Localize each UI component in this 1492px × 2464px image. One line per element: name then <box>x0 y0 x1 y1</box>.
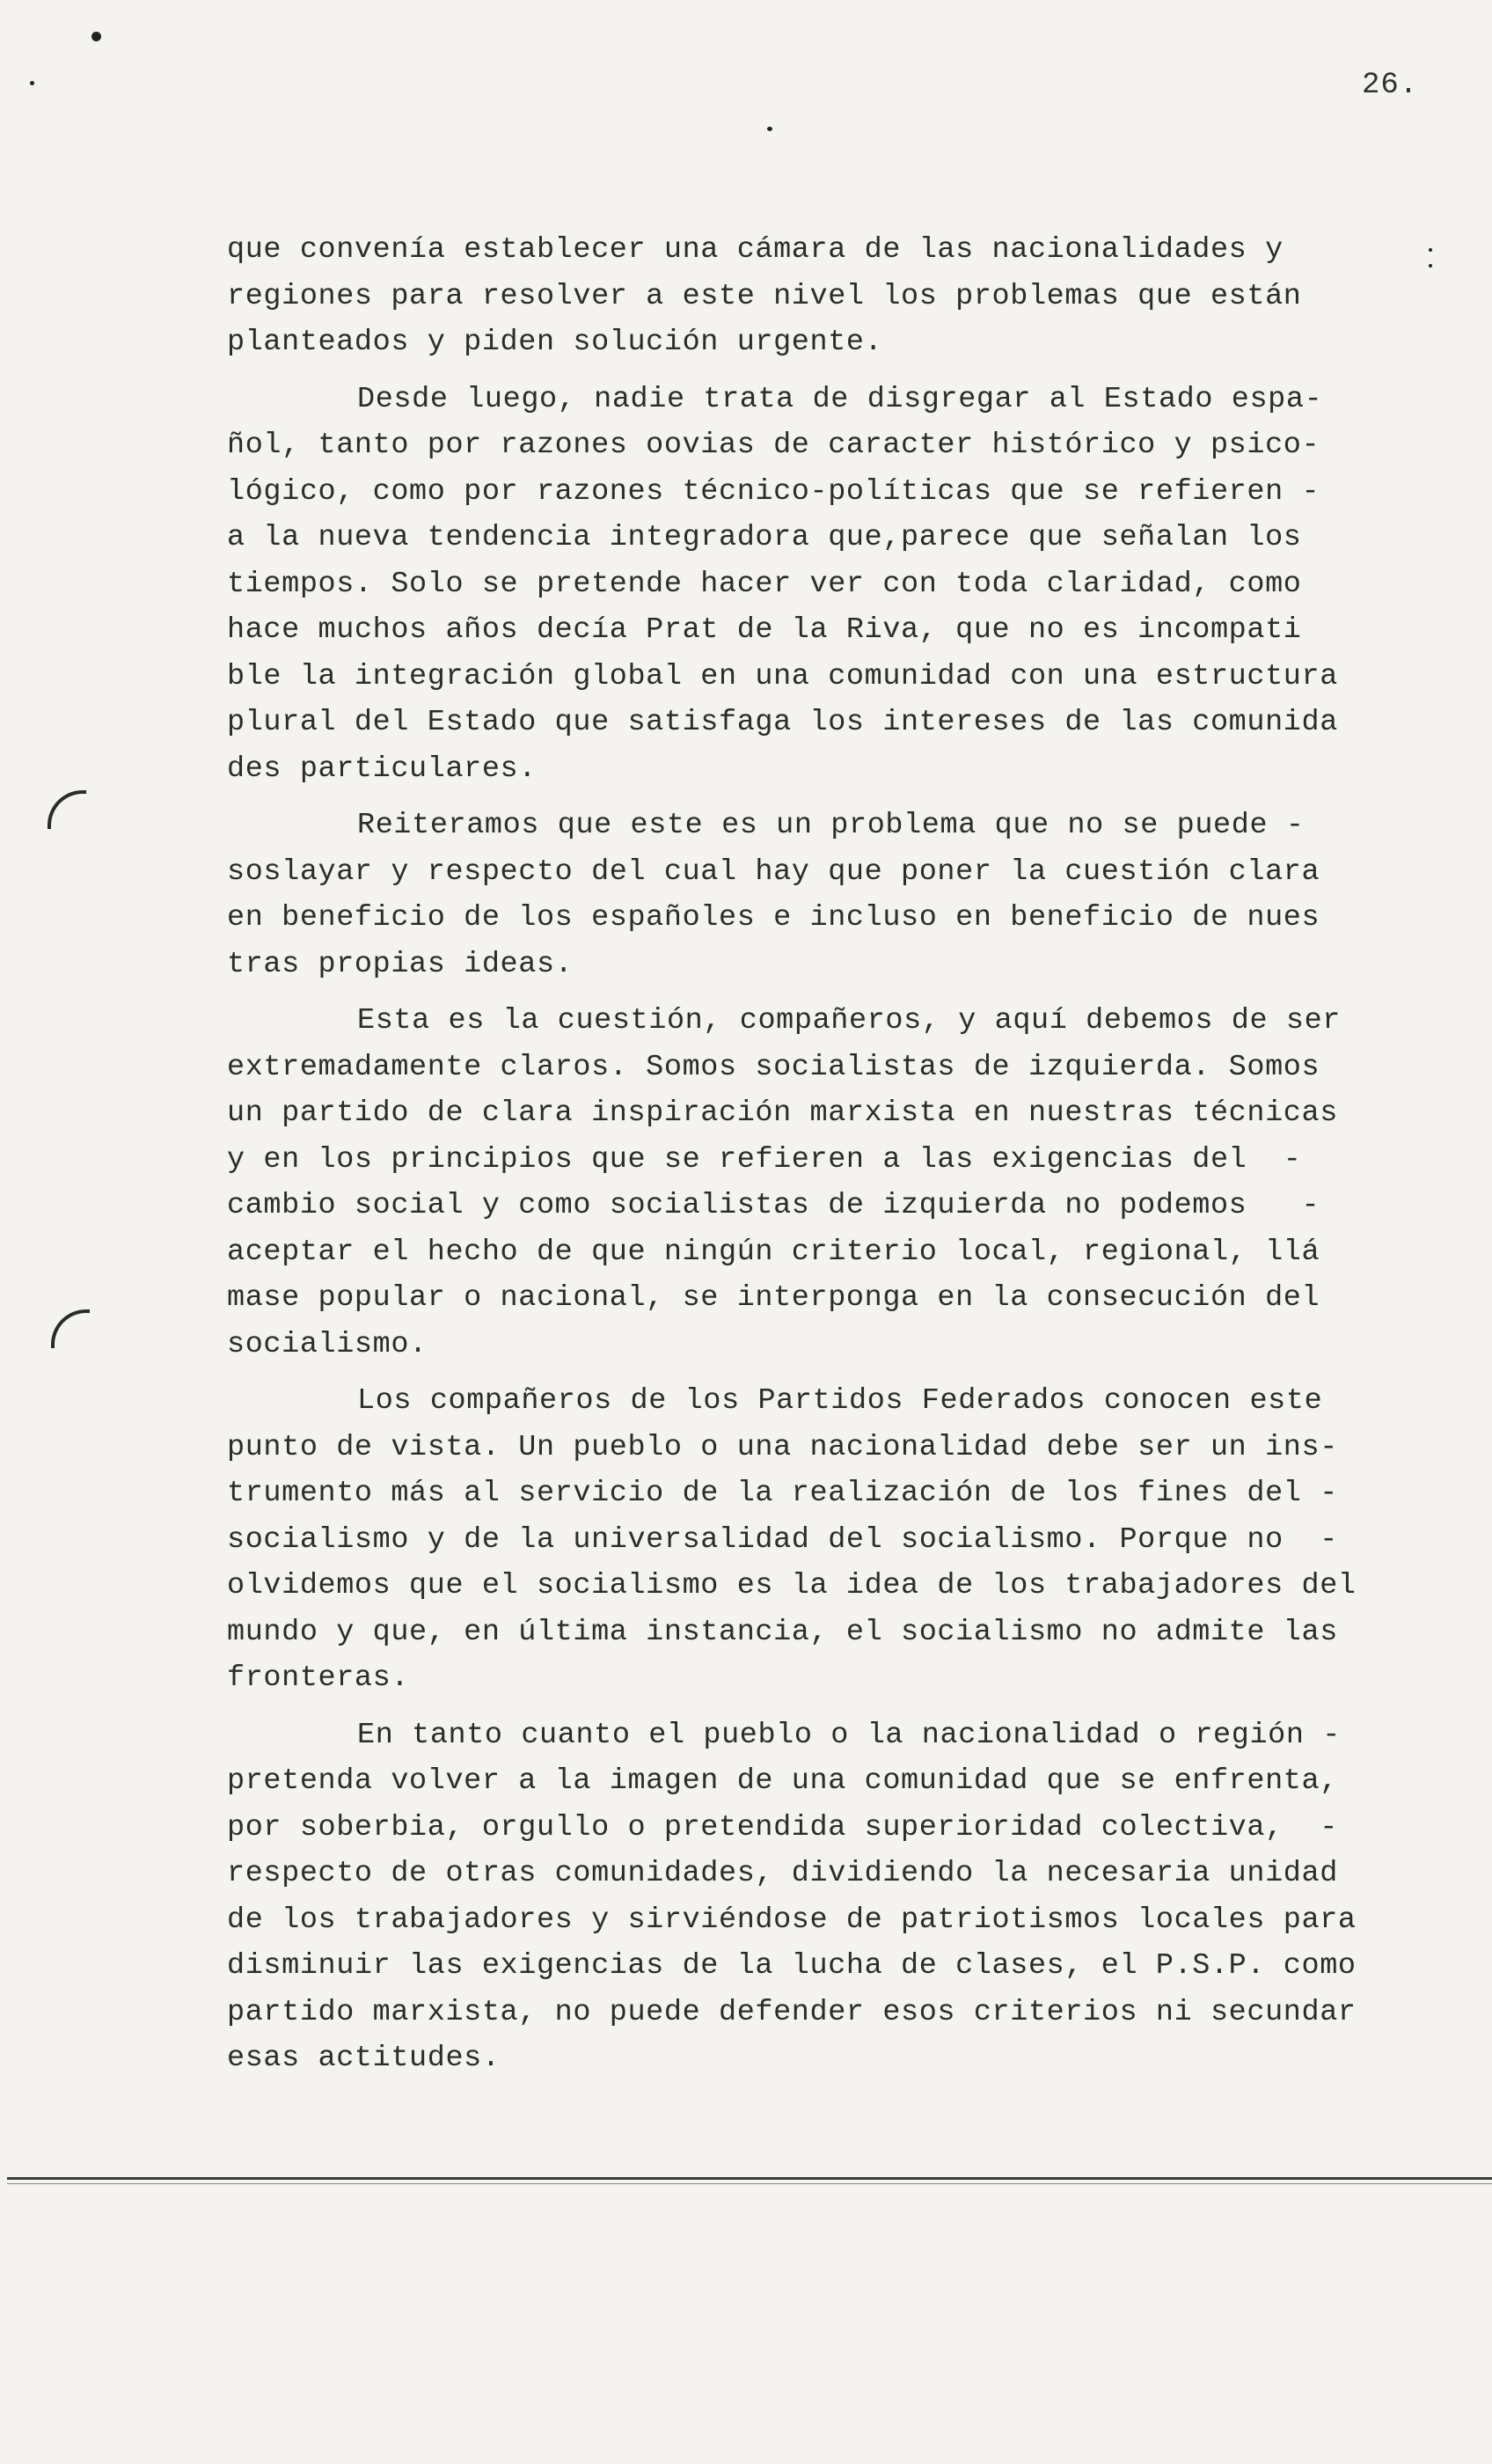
text-line: ñol, tanto por razones oovias de caracter histórico y psico- <box>227 429 1320 462</box>
text-line: mase popular o nacional, se interponga en la consecución del <box>227 1281 1320 1315</box>
scan-speck <box>1429 248 1432 252</box>
text-line: lógico, como por razones técnico-políticas que se refieren - <box>227 474 1320 509</box>
page-number: 26. <box>1362 69 1419 102</box>
paragraph-4 <box>227 998 1423 1368</box>
scan-speck <box>1429 264 1432 268</box>
text-line: trumento más al servicio de la realización de los fines del - <box>227 1477 1338 1510</box>
paragraph-1 <box>227 227 1423 366</box>
text-line: Esta es la cuestión, compañeros, y aquí debemos de ser <box>357 1004 1341 1038</box>
text-line: Los compañeros de los Partidos Federados conocen este <box>357 1384 1323 1418</box>
text-line: por soberbia, orgullo o pretendida superioridad colectiva, - <box>227 1810 1338 1844</box>
text-line: de los trabajadores y sirviéndose de patriotismos locales para <box>227 1903 1357 1937</box>
paragraph-6 <box>227 1712 1423 2082</box>
scan-mark <box>51 1309 90 1348</box>
body-text <box>227 227 1423 2093</box>
text-line: aceptar el hecho de que ningún criterio local, regional, llá <box>227 1235 1320 1269</box>
text-line: Reiteramos que este es un problema que no se puede - <box>357 809 1305 842</box>
scan-speck <box>30 81 34 85</box>
paragraph-3 <box>227 803 1423 987</box>
text-line: y en los principios que se refieren a las exigencias del - <box>227 1142 1302 1177</box>
scan-mark <box>48 790 86 829</box>
text-line: pretenda volver a la imagen de una comunidad que se enfrenta, <box>227 1764 1338 1798</box>
paragraph-2 <box>227 377 1423 793</box>
text-line: planteados y piden solución urgente. <box>227 326 883 359</box>
text-line: hace muchos años decía Prat de la Riva, que no es incompati <box>227 613 1302 647</box>
text-line: regiones para resolver a este nivel los problemas que están <box>227 279 1302 313</box>
text-line: fronteras. <box>227 1661 410 1695</box>
text-line: esas actitudes. <box>227 2042 501 2075</box>
paragraph-5 <box>227 1378 1423 1702</box>
text-line: ble la integración global en una comunidad con una estructura <box>227 659 1338 693</box>
text-line: punto de vista. Un pueblo o una nacionalidad debe ser un ins- <box>227 1430 1338 1464</box>
text-line: soslayar y respecto del cual hay que poner la cuestión clara <box>227 854 1320 889</box>
text-line: que convenía establecer una cámara de las nacionalidades y <box>227 233 1284 267</box>
scan-speck <box>91 32 101 41</box>
text-line: mundo y que, en última instancia, el socialismo no admite las <box>227 1615 1338 1649</box>
text-line: respecto de otras comunidades, dividiendo la necesaria unidad <box>227 1857 1338 1890</box>
text-line: olvidemos que el socialismo es la idea de los trabajadores del <box>227 1569 1357 1602</box>
text-line: extremadamente claros. Somos socialistas de izquierda. Somos <box>227 1050 1320 1084</box>
text-line: tras propias ideas. <box>227 947 574 981</box>
text-line: a la nueva tendencia integradora que,parece que señalan los <box>227 521 1302 554</box>
text-line: disminuir las exigencias de la lucha de clases, el P.S.P. como <box>227 1949 1357 1983</box>
text-line: des particulares. <box>227 752 537 786</box>
text-line: partido marxista, no puede defender esos criterios ni secundar <box>227 1995 1357 2029</box>
text-line: plural del Estado que satisfaga los intereses de las comunida <box>227 706 1338 739</box>
bottom-edge-line <box>7 2177 1492 2180</box>
text-line: socialismo. <box>227 1327 428 1361</box>
text-line: En tanto cuanto el pueblo o la nacionalidad o región - <box>357 1718 1341 1752</box>
text-line: un partido de clara inspiración marxista en nuestras técnicas <box>227 1096 1338 1130</box>
text-line: cambio social y como socialistas de izquierda no podemos - <box>227 1189 1320 1222</box>
scan-speck <box>767 127 772 131</box>
text-line: en beneficio de los españoles e incluso en beneficio de nues <box>227 901 1320 935</box>
bottom-edge-line-shadow <box>7 2183 1492 2184</box>
text-line: tiempos. Solo se pretende hacer ver con toda claridad, como <box>227 567 1302 601</box>
text-line: socialismo y de la universalidad del socialismo. Porque no - <box>227 1522 1338 1557</box>
text-line: Desde luego, nadie trata de disgregar al Estado espa- <box>357 382 1323 416</box>
